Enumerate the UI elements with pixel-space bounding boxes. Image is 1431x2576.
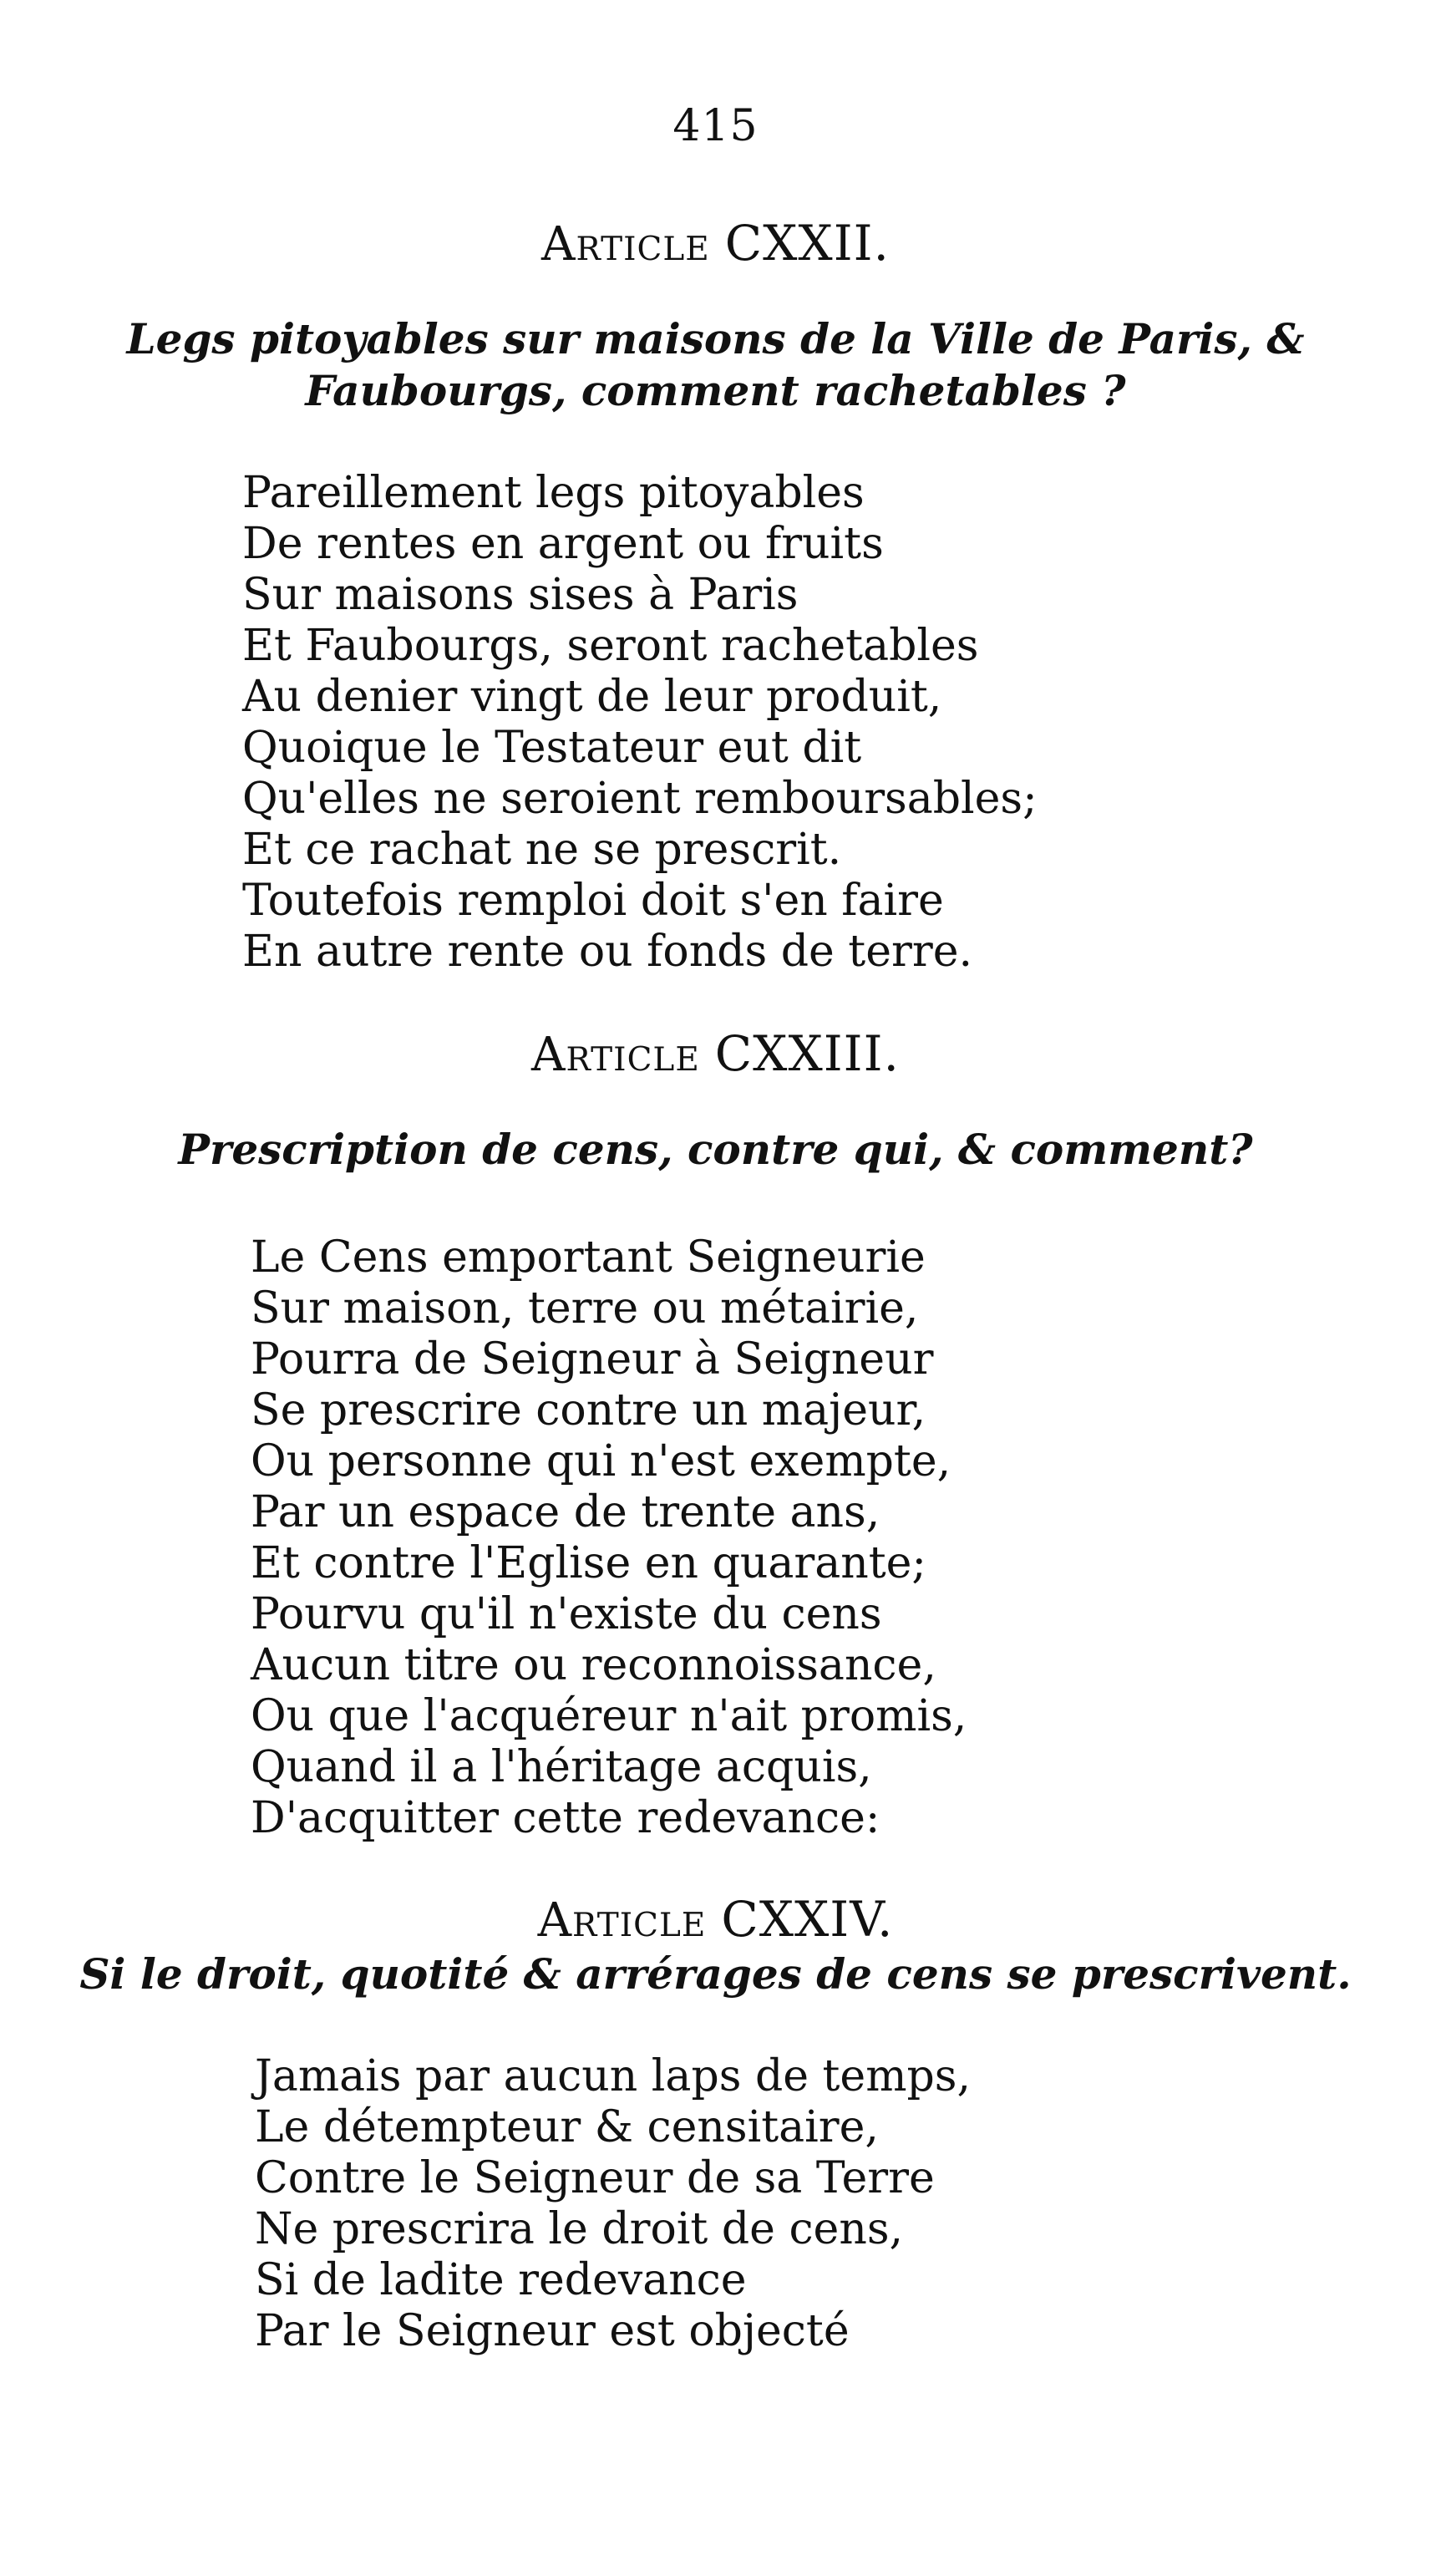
article-heading-cxxiv bbox=[0, 1891, 1431, 1948]
article-heading-numeral: CXXII. bbox=[724, 215, 890, 272]
article-heading-cxxii bbox=[0, 215, 1431, 272]
caption-line: Prescription de cens, contre qui, & comment? bbox=[178, 1125, 1253, 1174]
caption-line: Faubourgs, comment rachetables ? bbox=[305, 366, 1126, 415]
verse-line: Et Faubourgs, seront rachetables bbox=[242, 621, 979, 671]
verse-line: Pourvu qu'il n'existe du cens bbox=[251, 1589, 882, 1639]
verse-cxxii bbox=[242, 468, 1038, 978]
verse-line: Et contre l'Eglise en quarante; bbox=[251, 1538, 926, 1588]
article-heading-cxxiii bbox=[0, 1025, 1431, 1082]
caption-line: Legs pitoyables sur maisons de la Ville de Paris, & bbox=[126, 314, 1305, 363]
verse-line: Le détempteur & censitaire, bbox=[255, 2102, 879, 2152]
article-heading-numeral: CXXIII. bbox=[714, 1025, 900, 1082]
verse-line: Pourra de Seigneur à Seigneur bbox=[251, 1334, 934, 1385]
verse-line: Qu'elles ne seroient remboursables; bbox=[242, 774, 1038, 824]
verse-line: Jamais par aucun laps de temps, bbox=[255, 2051, 972, 2101]
verse-line: Ou personne qui n'est exempte, bbox=[251, 1436, 951, 1486]
verse-line: Si de ladite redevance bbox=[255, 2255, 747, 2305]
article-heading-numeral: CXXIV. bbox=[721, 1891, 894, 1948]
caption-line: Si le droit, quotité & arrérages de cens se prescrivent. bbox=[79, 1949, 1352, 1999]
verse-line: D'acquitter cette redevance: bbox=[251, 1793, 880, 1843]
verse-line: Et ce rachat ne se prescrit. bbox=[242, 825, 842, 875]
verse-line: Se prescrire contre un majeur, bbox=[251, 1385, 926, 1435]
article-caption-cxxii bbox=[0, 313, 1431, 417]
article-heading-word: Article bbox=[537, 1893, 707, 1948]
verse-line: Quand il a l'héritage acquis, bbox=[251, 1742, 872, 1792]
verse-line: En autre rente ou fonds de terre. bbox=[242, 927, 972, 977]
verse-line: Par le Seigneur est objecté bbox=[255, 2306, 850, 2356]
article-heading-word: Article bbox=[541, 217, 710, 272]
verse-line: Ou que l'acquéreur n'ait promis, bbox=[251, 1691, 967, 1741]
verse-line: Par un espace de trente ans, bbox=[251, 1487, 880, 1537]
verse-line: Toutefois remploi doit s'en faire bbox=[242, 876, 944, 926]
verse-line: Au denier vingt de leur produit, bbox=[242, 672, 942, 722]
article-caption-cxxiv bbox=[0, 1949, 1431, 2000]
article-heading-word: Article bbox=[531, 1028, 700, 1082]
verse-line: Ne prescrira le droit de cens, bbox=[255, 2204, 904, 2254]
article-caption-cxxiii bbox=[0, 1124, 1431, 1176]
page-number: 415 bbox=[672, 101, 759, 151]
verse-line: Pareillement legs pitoyables bbox=[242, 468, 865, 518]
verse-line: Aucun titre ou reconnoissance, bbox=[251, 1640, 936, 1690]
verse-line: Quoique le Testateur eut dit bbox=[242, 723, 862, 773]
verse-line: Sur maison, terre ou métairie, bbox=[251, 1283, 919, 1334]
verse-cxxiii bbox=[251, 1232, 967, 1844]
verse-line: Le Cens emportant Seigneurie bbox=[251, 1232, 926, 1283]
verse-cxxiv bbox=[255, 2051, 971, 2357]
verse-line: De rentes en argent ou fruits bbox=[242, 519, 884, 569]
verse-line: Contre le Seigneur de sa Terre bbox=[255, 2153, 935, 2203]
verse-line: Sur maisons sises à Paris bbox=[242, 570, 799, 620]
